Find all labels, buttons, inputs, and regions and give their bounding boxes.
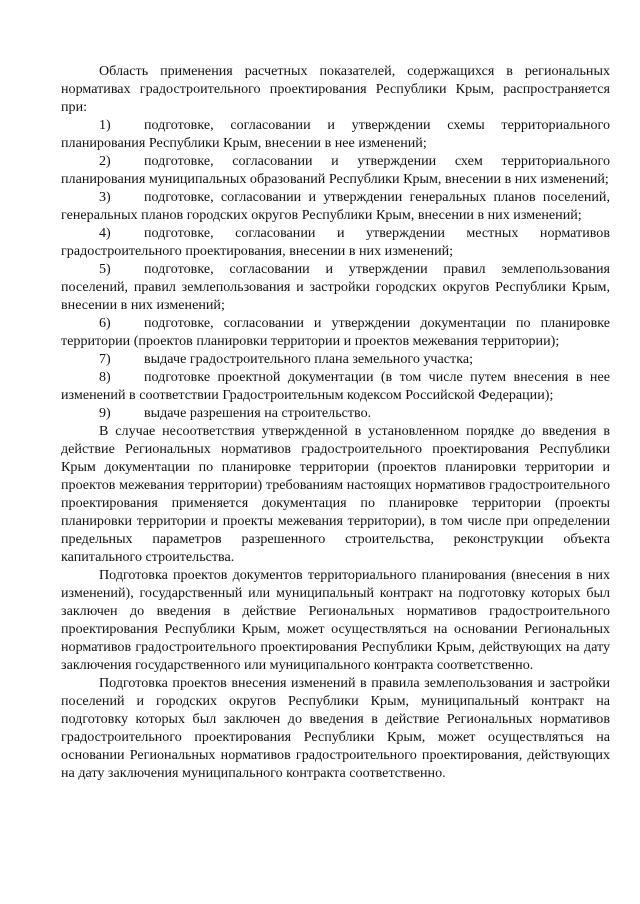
list-item	[61, 260, 610, 314]
list-item-number: 7)	[99, 351, 111, 367]
list-item	[61, 368, 610, 404]
list-item-text: подготовке, согласовании и утверждении местных нормативов градостроительного проектирования, внесении в них изменений;	[61, 225, 610, 259]
land-use-rules-paragraph: Подготовка проектов внесения изменений в правила землепользования и застройки поселений и городских округов Республики Крым, муниципальный контракт на подготовку которых был заключен до введения в действие Региональных нормативов градостроительного проектирования Республики Крым, может осуществляться на основании Региональных нормативов градостроительного проектирования, действующих на дату заключения муниципального контракта соответственно.	[61, 675, 610, 781]
list-item-number: 6)	[99, 315, 111, 331]
list-item-text: подготовке, согласовании и утверждении генеральных планов поселений, генеральных планов городских округов Республики Крым, внесении в них изменений;	[61, 189, 610, 223]
list-item-number: 1)	[99, 117, 111, 133]
list-item	[61, 188, 610, 224]
list-item-text: подготовке проектной документации (в том числе путем внесения в нее изменений в соответствии Градостроительным кодексом Российской Федерации);	[61, 369, 610, 403]
list-item-number: 8)	[99, 369, 111, 385]
list-item-text: подготовке, согласовании и утверждении схем территориального планирования муниципальных образований Республики Крым, внесении в них изменений;	[61, 153, 610, 187]
territorial-planning-paragraph: Подготовка проектов документов территориального планирования (внесения в них изменений), государственный или муниципальный контракт на подготовку которых был заключен до введения в действие Региональных нормативов градостроительного проектирования Республики Крым, может осуществляться на основании Региональных нормативов градостроительного проектирования Республики Крым, действующих на дату заключения государственного или муниципального контракта соответственно.	[61, 567, 610, 673]
list-item-number: 4)	[99, 225, 111, 241]
list-item	[61, 152, 610, 188]
list-item-number: 9)	[99, 405, 111, 421]
list-item-text: подготовке, согласовании и утверждении документации по планировке территории (проектов планировки территории и проектов межевания территории);	[61, 315, 610, 349]
list-item-number: 3)	[99, 189, 111, 205]
list-item	[61, 116, 610, 152]
list-item	[61, 404, 610, 422]
intro-paragraph: Область применения расчетных показателей, содержащихся в региональных нормативах градостроительного проектирования Республики Крым, распространяется при:	[61, 63, 610, 115]
document-page	[61, 62, 610, 782]
discrepancy-paragraph: В случае несоответствия утвержденной в установленном порядке до введения в действие Региональных нормативов градостроительного проектирования Республики Крым документации по планировке территории (проектов планировки территории и проектов межевания территории) требованиям настоящих нормативов градостроительного проектирования применяется документация по планировке территории (проекты планировки территории и проекты межевания территории), в том числе при определении предельных параметров разрешенного строительства, реконструкции объекта капитального строительства.	[61, 423, 610, 565]
list-item-text: подготовке, согласовании и утверждении правил землепользования поселений, правил землепользования и застройки городских округов Республики Крым, внесении в них изменений;	[61, 261, 610, 313]
list-item	[61, 350, 610, 368]
list-item	[61, 224, 610, 260]
list-item-number: 5)	[99, 261, 111, 277]
list-item	[61, 314, 610, 350]
list-item-text: подготовке, согласовании и утверждении схемы территориального планирования Республики Крым, внесении в нее изменений;	[61, 117, 610, 151]
list-item-number: 2)	[99, 153, 111, 169]
list-item-text: выдаче градостроительного плана земельного участка;	[144, 351, 474, 367]
list-item-text: выдаче разрешения на строительство.	[144, 405, 372, 421]
